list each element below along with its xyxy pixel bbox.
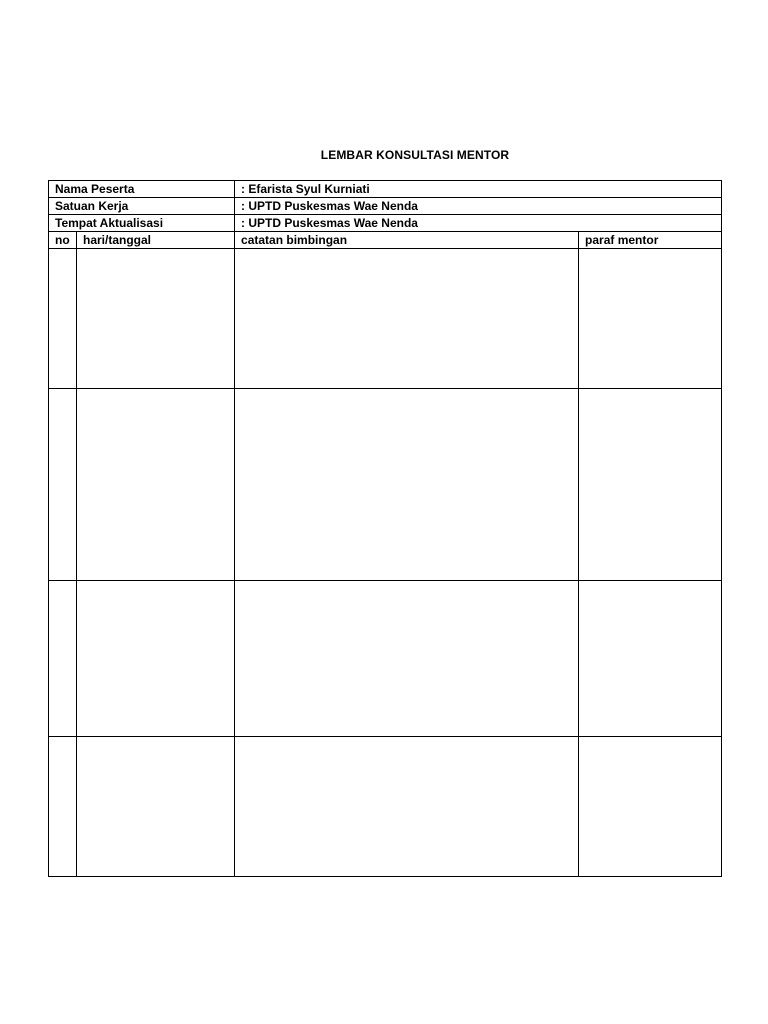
header-catatan-bimbingan: catatan bimbingan: [235, 232, 579, 249]
cell-hari-tanggal[interactable]: [77, 737, 235, 877]
document-title: LEMBAR KONSULTASI MENTOR: [320, 148, 510, 162]
info-value: : UPTD Puskesmas Wae Nenda: [235, 215, 722, 232]
cell-catatan-bimbingan[interactable]: [235, 389, 579, 581]
cell-paraf-mentor[interactable]: [579, 389, 722, 581]
cell-catatan-bimbingan[interactable]: [235, 737, 579, 877]
cell-no[interactable]: [49, 389, 77, 581]
table-row: [49, 581, 722, 737]
cell-hari-tanggal[interactable]: [77, 581, 235, 737]
cell-hari-tanggal[interactable]: [77, 389, 235, 581]
cell-paraf-mentor[interactable]: [579, 737, 722, 877]
cell-no[interactable]: [49, 249, 77, 389]
info-row-tempat-aktualisasi: [49, 215, 722, 232]
cell-paraf-mentor[interactable]: [579, 249, 722, 389]
info-value: : Efarista Syul Kurniati: [235, 181, 722, 198]
header-no: no: [49, 232, 77, 249]
table-header-row: [49, 232, 722, 249]
info-label: Satuan Kerja: [49, 198, 235, 215]
cell-catatan-bimbingan[interactable]: [235, 249, 579, 389]
cell-catatan-bimbingan[interactable]: [235, 581, 579, 737]
cell-no[interactable]: [49, 737, 77, 877]
cell-no[interactable]: [49, 581, 77, 737]
table-row: [49, 389, 722, 581]
table-row: [49, 249, 722, 389]
table-row: [49, 737, 722, 877]
info-label: Tempat Aktualisasi: [49, 215, 235, 232]
cell-paraf-mentor[interactable]: [579, 581, 722, 737]
header-paraf-mentor: paraf mentor: [579, 232, 722, 249]
consultation-table: [48, 180, 722, 877]
info-row-nama-peserta: [49, 181, 722, 198]
info-row-satuan-kerja: [49, 198, 722, 215]
info-value: : UPTD Puskesmas Wae Nenda: [235, 198, 722, 215]
header-hari-tanggal: hari/tanggal: [77, 232, 235, 249]
info-label: Nama Peserta: [49, 181, 235, 198]
cell-hari-tanggal[interactable]: [77, 249, 235, 389]
